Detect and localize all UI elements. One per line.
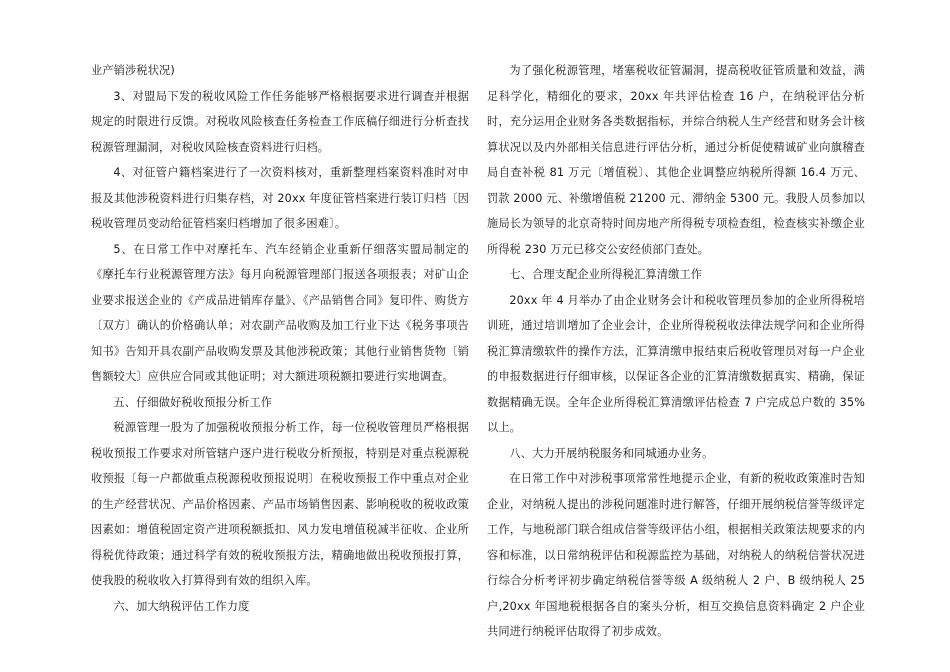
paragraph-item-3: 3、对盟局下发的税收风险工作任务能够严格根据要求进行调查并根据规定的时限进行反馈。对税收风险核查任务检查工作底稿仔细进行分析查找税源管理漏洞，对税收风险核查资料进行归档。 — [91, 89, 469, 154]
section-heading-5: 五、仔细做好税收预报分析工作 — [113, 395, 273, 409]
section-body-5: 税源管理一股为了加强税收预报分析工作，每一位税收管理员严格根据税收预报工作要求对所管辖户逐户进行税收分析预报，特别是对重点税源税收预报〔每一户都做重点税源税收预报说明〕在税收预报工作中重点对企业的生产经营状况、产品价格因素、产品市场销售因素、影响税收的税收政策因素如：增值税固定资产进项税额抵扣、风力发电增值税减半征收、企业所得税优待政策；通过科学有效的税收预报方法，精确地做出税收预报打算，使我股的税收收入打算得到有效的组织入库。 — [91, 421, 469, 587]
section-body-8: 在日常工作中对涉税事项常常性地提示企业，有新的税收政策准时告知企业，对纳税人提出的涉税问题准时进行解答，仔细开展纳税信誉等级评定工作，与地税部门联合组成信誉等级评估小组，根据相关政策法规要求的内容和标准，以日常纳税评估和税源监控为基础，对纳税人的纳税信誉状况进行综合分析考评初步确定纳税信誉等级 A 级纳税人 2 户、B 级纳税人 25 户,20xx 年国地税根据各自的案头分析，相互交换信息资料确定 2 户企业共同进行纳税评估取得了初步成效。 — [487, 472, 865, 638]
section-heading-6: 六、加大纳税评估工作力度 — [113, 599, 250, 613]
section-body-7: 20xx 年 4 月举办了由企业财务会计和税收管理员参加的企业所得税培训班，通过培训增加了企业会计，企业所得税税收法律法规学问和企业所得税汇算清缴软件的操作方法，汇算清缴申报结束后税收管理员对每一户企业的申报数据进行仔细审核，以保证各企业的汇算清缴数据真实、精确，保证数据精确无误。全年企业所得税汇算清缴评估检查 7 户完成总户数的 35%以上。 — [487, 293, 865, 434]
right-column — [487, 58, 865, 645]
paragraph-item-4: 4、对征管户籍档案进行了一次资料核对，重新整理档案资料准时对申报及其他涉税资料进行归集存档，对 20xx 年度征管档案进行装订归档〔因税收管理员变动给征管档案归档增加了很多困难〕。 — [91, 166, 469, 230]
paragraph-continuation: 业产销涉税状况) — [91, 64, 175, 77]
section-heading-7: 七、合理支配企业所得税汇算清缴工作 — [509, 268, 703, 281]
section-body-6: 为了强化税源管理，堵塞税收征管漏洞，提高税收征管质量和效益，满足科学化，精细化的要求，20xx 年共评估检查 16 户，在纳税评估分析时，充分运用企业财务各类数据指标，并综合纳税人生产经营和财务会计核算状况以及内外部相关信息进行评估分析，通过分析促使精诚矿业向旗稽查局自查补税 81 万元〔增值税〕、其他企业调整应纳税所得额 16.4 万元、罚款 2000 元、补缴增值税 21200 元、滞纳金 5300 元。我股人员参加以施局长为领导的北京奇特时间房地产所得税专项检查组，检查核实补缴企业所得税 230 万元已移交公安经侦部门查处。 — [487, 64, 865, 256]
paragraph-item-5: 5、在日常工作中对摩托车、汽车经销企业重新仔细落实盟局制定的《摩托车行业税源管理方法》每月向税源管理部门报送各项报表；对矿山企业要求报送企业的《产成品进销库存量》、《产品销售合同》复印件、购货方〔双方〕确认的价格确认单；对农副产品收购及加工行业下达《税务事项告知书》告知开具农副产品收购发票及其他涉税政策；其他行业销售货物〔销售额较大〕应供应合同或其他证明；对大额进项税额扣要进行实地调查。 — [91, 242, 469, 383]
section-heading-8: 八、大力开展纳税服务和同城通办业务。 — [509, 446, 714, 460]
left-column — [91, 58, 469, 619]
